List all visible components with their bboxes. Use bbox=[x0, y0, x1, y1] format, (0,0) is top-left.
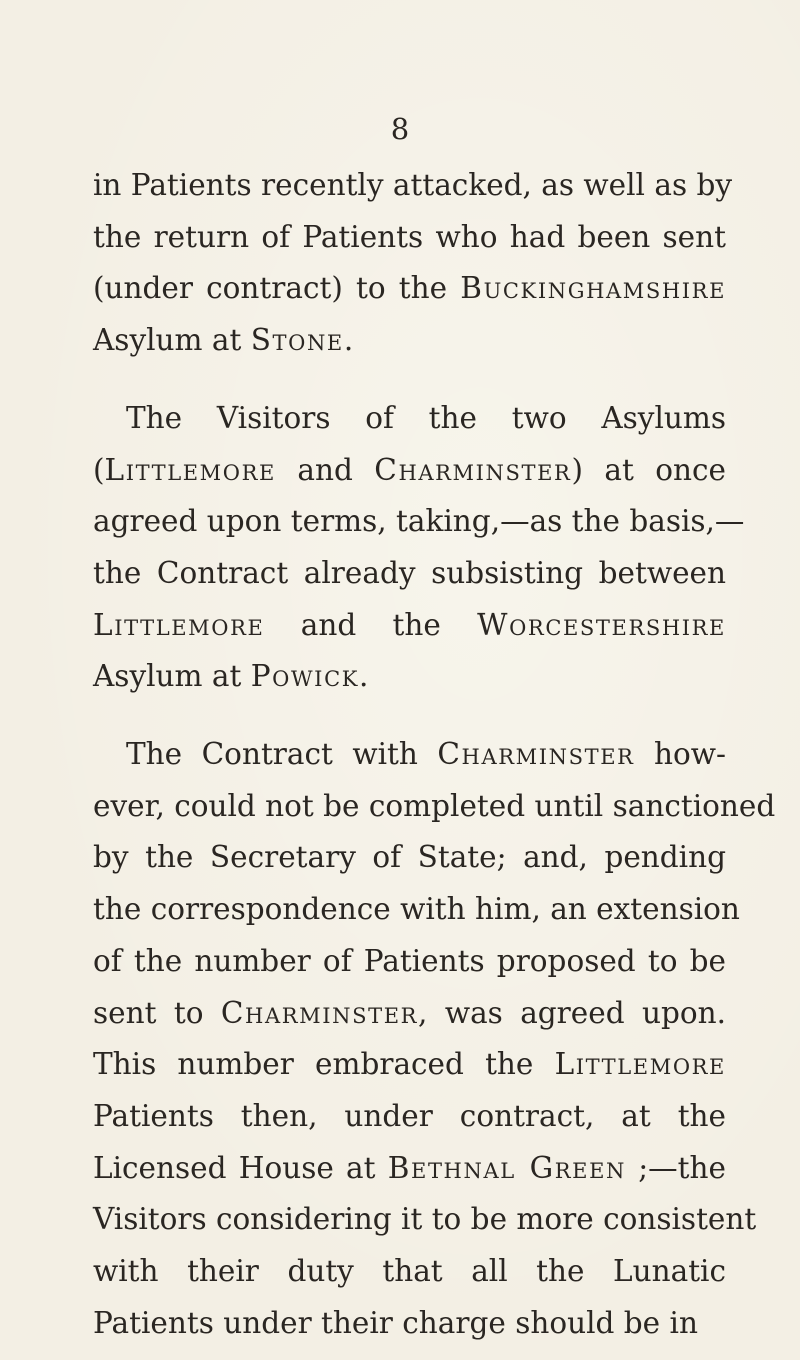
paragraph bbox=[93, 729, 776, 1349]
small-caps-name: Bethnal Green bbox=[387, 1150, 626, 1185]
text-run: (under contract) to the bbox=[93, 271, 461, 306]
text-line bbox=[93, 315, 726, 367]
text-run: Patients under their charge should be in bbox=[93, 1305, 698, 1340]
small-caps-name: Littlemore bbox=[104, 452, 276, 487]
small-caps-name: Littlemore bbox=[93, 607, 265, 642]
small-caps-name: Charminster bbox=[437, 737, 635, 772]
text-line bbox=[93, 1039, 726, 1091]
text-run: ( bbox=[93, 452, 105, 487]
text-run: of the number of Patients proposed to be bbox=[93, 943, 726, 978]
text-run: agreed upon terms, taking,—as the basis,— bbox=[93, 504, 745, 539]
text-run: Visitors considering it to be more consistent bbox=[93, 1202, 757, 1237]
text-line bbox=[93, 1091, 726, 1143]
text-run: ) at once bbox=[571, 452, 726, 487]
text-run: the correspondence with him, an extension bbox=[93, 892, 740, 927]
text-run: how- bbox=[634, 737, 727, 772]
text-line bbox=[93, 988, 726, 1040]
text-line bbox=[93, 832, 726, 884]
text-run: sent to bbox=[93, 995, 221, 1030]
text-line bbox=[93, 651, 726, 703]
text-run: . bbox=[359, 659, 369, 694]
text-line bbox=[93, 496, 745, 548]
text-run: ever, could not be completed until sanctioned bbox=[93, 788, 776, 823]
text-line bbox=[93, 1246, 726, 1298]
text-run: the Contract already subsisting between bbox=[93, 555, 726, 590]
small-caps-name: Littlemore bbox=[554, 1047, 726, 1082]
small-caps-name: Stone bbox=[250, 323, 344, 358]
paragraph bbox=[93, 160, 733, 367]
text-line bbox=[93, 729, 726, 781]
text-run: Asylum at bbox=[93, 659, 251, 694]
text-run: and bbox=[275, 452, 375, 487]
text-run: ;—the bbox=[626, 1150, 726, 1185]
text-line bbox=[93, 548, 726, 600]
text-line bbox=[93, 445, 726, 497]
text-run: . bbox=[343, 323, 354, 358]
text-run: Asylum at bbox=[93, 323, 251, 358]
text-line bbox=[93, 263, 726, 315]
small-caps-name: Charminster bbox=[374, 452, 572, 487]
small-caps-name: Worcestershire bbox=[477, 607, 726, 642]
text-run: by the Secretary of State; and, pending bbox=[93, 840, 726, 875]
body-text bbox=[93, 160, 776, 1349]
small-caps-name: Charminster bbox=[220, 995, 419, 1030]
text-run: in Patients recently attacked, as well as by bbox=[93, 168, 733, 202]
text-line bbox=[93, 600, 726, 652]
text-run: The Contract with bbox=[126, 737, 438, 772]
text-run: , was agreed upon. bbox=[418, 995, 726, 1030]
text-run: The Visitors of the two Asylums bbox=[126, 400, 726, 435]
text-run: with their duty that all the Lunatic bbox=[93, 1254, 726, 1289]
text-run: and the bbox=[264, 607, 478, 642]
page-number: 8 bbox=[390, 112, 410, 146]
text-line bbox=[93, 1298, 726, 1350]
small-caps-name: Buckinghamshire bbox=[460, 271, 726, 306]
text-line bbox=[93, 212, 726, 264]
text-line bbox=[93, 1194, 757, 1246]
text-line bbox=[93, 393, 726, 445]
text-line bbox=[93, 936, 726, 988]
text-run: This number embraced the bbox=[93, 1047, 555, 1082]
paragraph bbox=[93, 393, 745, 703]
text-run: the return of Patients who had been sent bbox=[93, 219, 726, 254]
text-line bbox=[93, 884, 740, 936]
text-run: Licensed House at bbox=[93, 1150, 388, 1185]
small-caps-name: Powick bbox=[250, 659, 360, 694]
text-line bbox=[93, 160, 733, 212]
text-line bbox=[93, 1143, 726, 1195]
text-run: Patients then, under contract, at the bbox=[93, 1098, 726, 1133]
text-line bbox=[93, 781, 776, 833]
